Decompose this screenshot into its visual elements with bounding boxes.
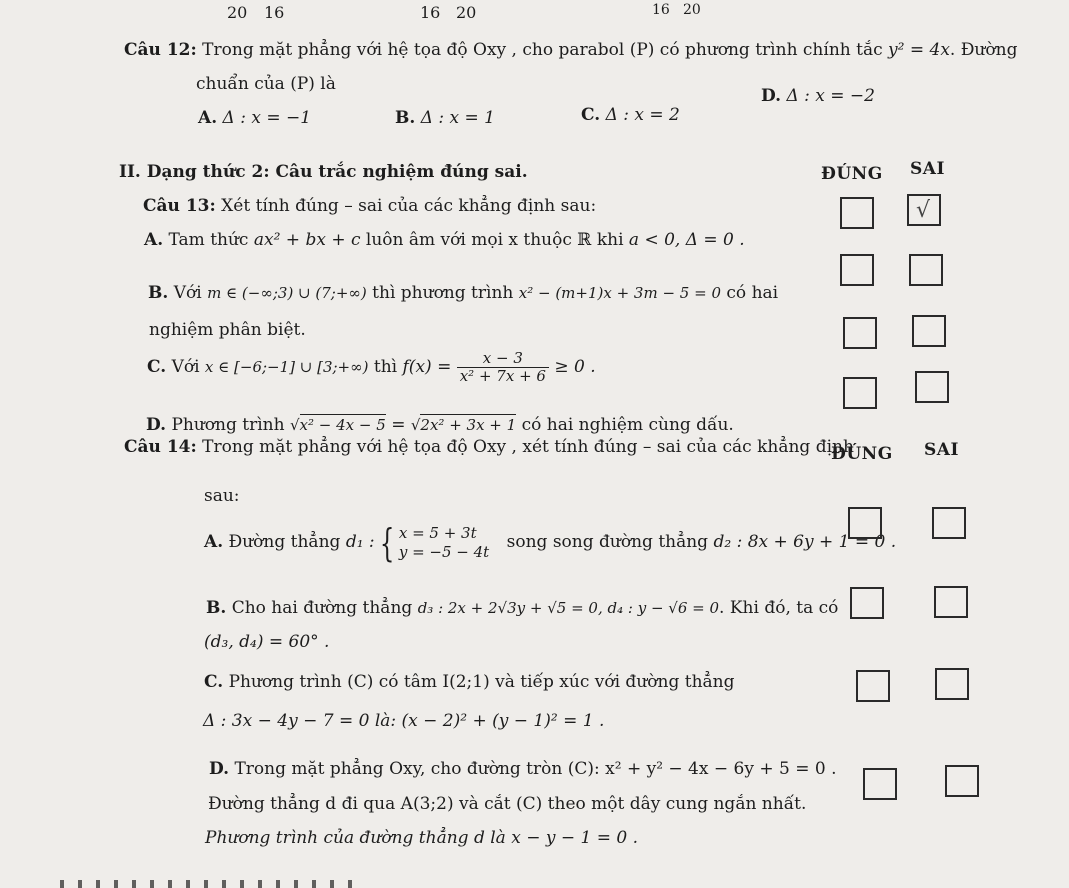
q14-statement-b: B. Cho hai đường thẳng d₃ : 2x + 2√3y + √5 = 0, d₄ : y − √6 = 0. Khi đó, ta có xyxy=(206,598,839,618)
top-number: 16 xyxy=(420,3,441,22)
q14c-false-checkbox[interactable] xyxy=(935,668,969,700)
q14-intro: Câu 14: Trong mặt phẳng với hệ tọa độ Oxy , xét tính đúng – sai của các khẳng định xyxy=(124,437,854,457)
q13-intro: Câu 13: Xét tính đúng – sai của các khẳng định sau: xyxy=(143,196,597,216)
q12-text: Trong mặt phẳng với hệ tọa độ Oxy , cho parabol (P) có phương trình chính tắc xyxy=(202,40,883,60)
q12-equation: y² = 4x xyxy=(888,40,950,60)
q14d-true-checkbox[interactable] xyxy=(863,768,897,800)
q13-statement-b-line2: nghiệm phân biệt. xyxy=(149,320,306,340)
false-header: SAI xyxy=(910,159,945,179)
checkmark-icon: √ xyxy=(916,198,931,223)
q12-line2: chuẩn của (P) là xyxy=(196,74,336,94)
q13-label: Câu 13: xyxy=(143,196,216,216)
q14b-true-checkbox[interactable] xyxy=(850,587,884,619)
q14-statement-c-line2: Δ : 3x − 4y − 7 = 0 là: (x − 2)² + (y − 1)² = 1 . xyxy=(203,711,605,731)
q13-statement-c: C. Với x ∈ [−6;−1] ∪ [3;+∞) thì f(x) = $\frac{x - 3}{\text{x² + 7x + 6}}$ ≥ 0 . xyxy=(147,349,596,385)
q14b-false-checkbox[interactable] xyxy=(934,586,968,618)
top-number: 20 xyxy=(227,3,248,22)
q13-statement-d: D. Phương trình √x² − 4x − 5 = √2x² + 3x + 1 có hai nghiệm cùng dấu. xyxy=(146,415,734,435)
true-header: ĐÚNG xyxy=(821,164,883,184)
q12-option-d: D. Δ : x = −2 xyxy=(761,86,875,106)
q13c-true-checkbox[interactable] xyxy=(843,317,877,349)
q14-statement-d: D. Trong mặt phẳng Oxy, cho đường tròn (C): x² + y² − 4x − 6y + 5 = 0 . xyxy=(209,759,837,779)
q13a-true-checkbox[interactable] xyxy=(840,197,874,229)
top-number: 20 xyxy=(683,2,701,18)
q14-true-header: ĐÚNG xyxy=(831,444,893,464)
section-title: II. Dạng thức 2: Câu trắc nghiệm đúng sai. xyxy=(119,162,528,182)
q14-statement-b-line2: (d₃, d₄) = 60° . xyxy=(204,632,330,652)
q14-label: Câu 14: xyxy=(124,437,197,457)
q12-option-a: A. Δ : x = −1 xyxy=(198,108,312,128)
top-number: 20 xyxy=(456,3,477,22)
q13c-false-checkbox[interactable] xyxy=(912,315,946,347)
q14-statement-d-line2: Đường thẳng d đi qua A(3;2) và cắt (C) theo một dây cung ngắn nhất. xyxy=(208,794,807,814)
q14c-true-checkbox[interactable] xyxy=(856,670,890,702)
q13d-true-checkbox[interactable] xyxy=(843,377,877,409)
q14-statement-a: A. Đường thẳng d₁ : { x = 5 + 3t y = −5 − 4t song song đường thẳng d₂ : 8x + 6y + 1 = 0 . xyxy=(204,520,897,565)
q12-label: Câu 12: xyxy=(124,40,197,60)
q14d-false-checkbox[interactable] xyxy=(945,765,979,797)
q12-line1 xyxy=(124,40,1017,60)
q13a-false-checkbox[interactable] xyxy=(907,194,941,226)
q12-option-c: C. Δ : x = 2 xyxy=(581,105,680,125)
q12-text-end: . Đường xyxy=(949,40,1018,60)
q14-false-header: SAI xyxy=(924,440,959,460)
q14a-true-checkbox[interactable] xyxy=(848,507,882,539)
q13b-false-checkbox[interactable] xyxy=(909,254,943,286)
q14a-false-checkbox[interactable] xyxy=(932,507,966,539)
bottom-cut-text xyxy=(60,880,360,888)
q14-intro-line2: sau: xyxy=(204,486,240,506)
q14-statement-d-line3: Phương trình của đường thẳng d là x − y − 1 = 0 . xyxy=(205,828,639,848)
q14-statement-c: C. Phương trình (C) có tâm I(2;1) và tiếp xúc với đường thẳng xyxy=(204,672,735,692)
q13b-true-checkbox[interactable] xyxy=(840,254,874,286)
q13-statement-a: A. Tam thức ax² + bx + c luôn âm với mọi x thuộc ℝ khi a < 0, Δ = 0 . xyxy=(144,230,745,250)
q13-statement-b: B. Với m ∈ (−∞;3) ∪ (7;+∞) thì phương trình x² − (m+1)x + 3m − 5 = 0 có hai xyxy=(148,283,779,303)
top-number: 16 xyxy=(264,3,285,22)
q12-option-b: B. Δ : x = 1 xyxy=(395,108,495,128)
top-number: 16 xyxy=(652,2,670,18)
q13d-false-checkbox[interactable] xyxy=(915,371,949,403)
